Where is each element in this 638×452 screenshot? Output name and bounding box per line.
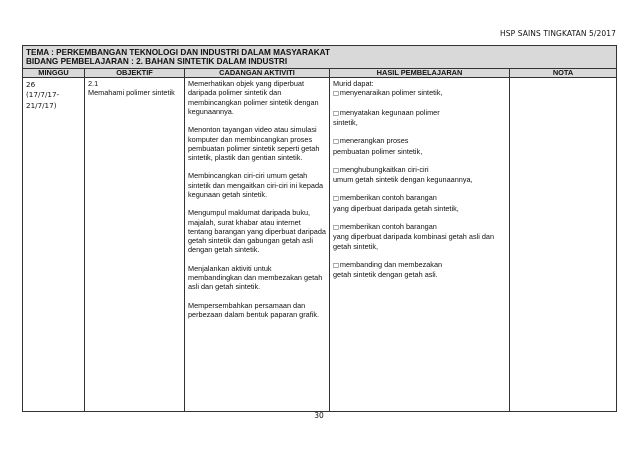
checkbox-square-icon: □ — [333, 223, 339, 231]
column-header-objektif: OBJEKTIF — [85, 68, 185, 77]
outcome-item — [333, 193, 506, 213]
week-number: 26 — [26, 80, 36, 90]
column-header-aktiviti: CADANGAN AKTIVITI — [185, 68, 330, 77]
outcome-head: menyenaraikan polimer sintetik, — [339, 88, 443, 98]
outcome-item — [333, 136, 506, 156]
table-row — [23, 78, 617, 412]
lesson-plan-table-wrapper — [22, 45, 616, 412]
outcomes-intro: Murid dapat: — [333, 79, 374, 89]
objective-code: 2.1 — [88, 79, 99, 89]
checkbox-square-icon: □ — [333, 261, 339, 269]
lesson-plan-table — [22, 45, 617, 412]
week-date-start: (17/7/17- — [26, 90, 60, 100]
column-header-hasil: HASIL PEMBELAJARAN — [330, 68, 510, 77]
activity-item: Mempersembahkan persamaan dan perbezaan dalam bentuk paparan grafik. — [188, 300, 320, 319]
outcome-rest: getah sintetik dengan getah asli. — [333, 270, 438, 280]
outcome-rest: pembuatan polimer sintetik, — [333, 146, 423, 156]
outcome-head: memberikan contoh barangan — [339, 193, 437, 203]
outcome-rest: umum getah sintetik dengan kegunaannya, — [333, 175, 473, 185]
outcome-head: menyatakan kegunaan polimer — [339, 107, 440, 117]
outcome-head: memberikan contoh barangan — [339, 221, 437, 231]
activity-item: Mengumpul maklumat daripada buku, majalah, surat khabar atau internet tentang barangan yang diperbuat daripada getah sintetik dan gabungan getah asli dengan getah sintetik. — [188, 208, 326, 255]
activity-item: Menjalankan aktiviti untuk membandingkan dan membezakan getah asli dan getah sintetik. — [188, 263, 323, 292]
learning-area-title: BIDANG PEMBELAJARAN : 2. BAHAN SINTETIK DALAM INDUSTRI — [26, 57, 288, 67]
checkbox-square-icon: □ — [333, 90, 339, 98]
outcome-item — [333, 260, 506, 280]
week-cell — [23, 78, 85, 412]
theme-title: TEMA : PERKEMBANGAN TEKNOLOGI DAN INDUSTRI DALAM MASYARAKAT — [26, 48, 330, 57]
objective-text: Memahami polimer sintetik — [88, 88, 175, 98]
column-header-row — [23, 68, 617, 77]
activity-item: Membincangkan ciri-ciri umum getah sintetik dan mengaitkan ciri-ciri ini kepada kegunaan getah sintetik. — [188, 171, 324, 199]
outcome-head: membanding dan membezakan — [339, 259, 443, 269]
checkbox-square-icon: □ — [333, 109, 339, 117]
outcome-item — [333, 222, 506, 251]
checkbox-square-icon: □ — [333, 138, 339, 146]
activity-item: Memerhatikan objek yang diperbuat daripada polimer sintetik dan membincangkan polimer sintetik dengan kegunaannya. — [188, 79, 319, 116]
outcomes-cell — [330, 78, 510, 412]
outcome-rest: sintetik, — [333, 117, 358, 127]
activity-item: Menonton tayangan video atau simulasi komputer dan membincangkan proses pembuatan polimer sintetik seperti getah sintetik, plastik dan gentian sintetik. — [188, 125, 320, 163]
outcome-head: menghubungkaitkan ciri-ciri — [339, 164, 429, 174]
outcome-head: menerangkan proses — [339, 136, 409, 146]
outcome-rest: yang diperbuat daripada kombinasi getah asli dan getah sintetik, — [333, 232, 495, 251]
objective-cell — [85, 78, 185, 412]
outcome-rest: yang diperbuat daripada getah sintetik, — [333, 203, 459, 213]
theme-cell — [23, 46, 617, 69]
column-header-minggu: MINGGU — [23, 68, 85, 77]
outcome-item — [333, 108, 506, 128]
week-date-end: 21/7/17) — [26, 100, 57, 110]
column-header-nota: NOTA — [510, 68, 617, 77]
page-header: HSP SAINS TINGKATAN 5/2017 — [500, 29, 616, 38]
outcome-item — [333, 165, 506, 185]
outcome-item — [333, 88, 506, 98]
page-number: 30 — [314, 411, 324, 420]
nota-cell — [510, 78, 617, 412]
checkbox-square-icon: □ — [333, 166, 339, 174]
activities-cell — [185, 78, 330, 412]
theme-row — [23, 46, 617, 69]
checkbox-square-icon: □ — [333, 195, 339, 203]
